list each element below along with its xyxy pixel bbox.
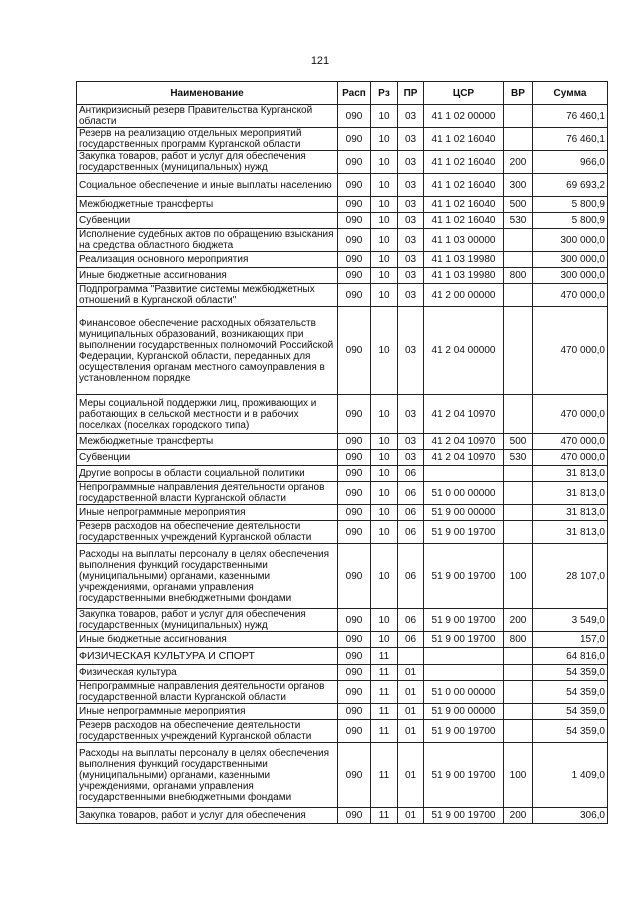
budget-table [76, 81, 608, 824]
cell-vr [504, 648, 533, 665]
table-row [77, 505, 608, 521]
cell-sum: 54 359,0 [533, 704, 608, 720]
cell-pr: 06 [398, 482, 424, 505]
cell-csr: 41 1 02 16040 [424, 174, 504, 197]
cell-name: Антикризисный резерв Правительства Курганской области [77, 105, 338, 128]
cell-vr: 530 [504, 450, 533, 466]
cell-name: Иные бюджетные ассигнования [77, 632, 338, 648]
cell-rz: 11 [371, 665, 398, 681]
cell-pr: 03 [398, 434, 424, 450]
cell-pr: 06 [398, 466, 424, 482]
table-row [77, 307, 608, 395]
cell-sum: 966,0 [533, 151, 608, 174]
cell-rz: 10 [371, 105, 398, 128]
cell-name: Непрограммные направления деятельности органов государственной власти Курганской области [77, 482, 338, 505]
cell-csr: 51 0 00 00000 [424, 681, 504, 704]
cell-rz: 10 [371, 151, 398, 174]
cell-csr: 41 2 04 10970 [424, 450, 504, 466]
table-row [77, 466, 608, 482]
cell-csr: 41 2 04 10970 [424, 395, 504, 434]
cell-vr [504, 681, 533, 704]
cell-sum: 54 359,0 [533, 720, 608, 743]
cell-name: Реализация основного мероприятия [77, 252, 338, 268]
cell-rasp: 090 [338, 632, 371, 648]
table-row [77, 632, 608, 648]
cell-pr: 03 [398, 229, 424, 252]
cell-name: ФИЗИЧЕСКАЯ КУЛЬТУРА И СПОРТ [77, 648, 338, 665]
table-row [77, 434, 608, 450]
cell-rasp: 090 [338, 284, 371, 307]
cell-rasp: 090 [338, 434, 371, 450]
cell-vr [504, 307, 533, 395]
cell-sum: 300 000,0 [533, 229, 608, 252]
table-row [77, 743, 608, 808]
cell-sum: 470 000,0 [533, 307, 608, 395]
cell-pr: 01 [398, 704, 424, 720]
cell-csr: 51 9 00 00000 [424, 505, 504, 521]
cell-sum: 3 549,0 [533, 609, 608, 632]
cell-rasp: 090 [338, 197, 371, 213]
cell-name: Закупка товаров, работ и услуг для обеспечения государственных (муниципальных) нужд [77, 151, 338, 174]
table-row [77, 197, 608, 213]
cell-pr: 06 [398, 544, 424, 609]
cell-csr [424, 648, 504, 665]
cell-sum: 31 813,0 [533, 521, 608, 544]
cell-pr: 01 [398, 808, 424, 824]
cell-pr: 03 [398, 128, 424, 151]
header-name: Наименование [77, 82, 338, 105]
cell-rz: 11 [371, 681, 398, 704]
cell-csr [424, 466, 504, 482]
cell-sum: 31 813,0 [533, 482, 608, 505]
cell-rz: 10 [371, 521, 398, 544]
cell-name: Исполнение судебных актов по обращению взыскания на средства областного бюджета [77, 229, 338, 252]
cell-rz: 10 [371, 229, 398, 252]
cell-pr: 06 [398, 505, 424, 521]
cell-rz: 10 [371, 505, 398, 521]
cell-name: Физическая культура [77, 665, 338, 681]
cell-csr: 51 9 00 19700 [424, 544, 504, 609]
cell-pr: 06 [398, 632, 424, 648]
cell-name: Иные непрограммные мероприятия [77, 704, 338, 720]
cell-csr: 51 9 00 00000 [424, 704, 504, 720]
cell-pr: 03 [398, 151, 424, 174]
cell-name: Резерв на реализацию отдельных мероприятий государственных программ Курганской области [77, 128, 338, 151]
cell-name: Непрограммные направления деятельности органов государственной власти Курганской области [77, 681, 338, 704]
cell-csr: 41 1 02 16040 [424, 128, 504, 151]
cell-rasp: 090 [338, 105, 371, 128]
cell-sum: 64 816,0 [533, 648, 608, 665]
cell-rasp: 090 [338, 252, 371, 268]
table-row [77, 213, 608, 229]
cell-csr: 41 1 02 16040 [424, 213, 504, 229]
cell-pr: 06 [398, 609, 424, 632]
table-row [77, 174, 608, 197]
cell-name: Подпрограмма "Развитие системы межбюджетных отношений в Курганской области" [77, 284, 338, 307]
table-header [77, 82, 608, 105]
cell-rasp: 090 [338, 505, 371, 521]
cell-rz: 10 [371, 395, 398, 434]
cell-pr: 03 [398, 105, 424, 128]
cell-csr: 51 9 00 19700 [424, 521, 504, 544]
table-row [77, 482, 608, 505]
cell-csr: 41 2 04 10970 [424, 434, 504, 450]
cell-rasp: 090 [338, 609, 371, 632]
cell-pr: 03 [398, 307, 424, 395]
cell-rasp: 090 [338, 395, 371, 434]
header-sum: Сумма [533, 82, 608, 105]
cell-sum: 76 460,1 [533, 128, 608, 151]
cell-rz: 11 [371, 704, 398, 720]
table-row [77, 151, 608, 174]
cell-name: Субвенции [77, 450, 338, 466]
cell-csr: 51 9 00 19700 [424, 720, 504, 743]
header-pr: ПР [398, 82, 424, 105]
cell-rz: 10 [371, 268, 398, 284]
cell-rasp: 090 [338, 229, 371, 252]
cell-name: Другие вопросы в области социальной политики [77, 466, 338, 482]
cell-vr: 200 [504, 609, 533, 632]
cell-name: Закупка товаров, работ и услуг для обеспечения [77, 808, 338, 824]
cell-csr: 51 9 00 19700 [424, 632, 504, 648]
cell-vr: 800 [504, 632, 533, 648]
cell-rz: 10 [371, 466, 398, 482]
cell-vr: 800 [504, 268, 533, 284]
cell-rasp: 090 [338, 482, 371, 505]
cell-rz: 11 [371, 743, 398, 808]
cell-name: Закупка товаров, работ и услуг для обеспечения государственных (муниципальных) нужд [77, 609, 338, 632]
cell-csr: 51 9 00 19700 [424, 808, 504, 824]
cell-sum: 54 359,0 [533, 681, 608, 704]
table-row [77, 105, 608, 128]
table-row [77, 128, 608, 151]
cell-rasp: 090 [338, 648, 371, 665]
cell-pr: 03 [398, 197, 424, 213]
cell-rz: 11 [371, 720, 398, 743]
cell-rz: 10 [371, 128, 398, 151]
header-rasp: Расп [338, 82, 371, 105]
cell-rasp: 090 [338, 213, 371, 229]
table-row [77, 395, 608, 434]
cell-sum: 470 000,0 [533, 284, 608, 307]
cell-rz: 10 [371, 450, 398, 466]
cell-rz: 10 [371, 252, 398, 268]
table-row [77, 681, 608, 704]
cell-sum: 5 800,9 [533, 213, 608, 229]
cell-sum: 69 693,2 [533, 174, 608, 197]
cell-rz: 10 [371, 284, 398, 307]
table-row [77, 704, 608, 720]
cell-name: Субвенции [77, 213, 338, 229]
cell-csr: 51 9 00 19700 [424, 609, 504, 632]
cell-vr: 200 [504, 808, 533, 824]
cell-vr [504, 482, 533, 505]
table-row [77, 450, 608, 466]
cell-rasp: 090 [338, 544, 371, 609]
cell-rasp: 090 [338, 307, 371, 395]
cell-sum: 5 800,9 [533, 197, 608, 213]
cell-pr: 03 [398, 395, 424, 434]
cell-csr: 41 1 03 19980 [424, 268, 504, 284]
cell-rasp: 090 [338, 704, 371, 720]
cell-name: Резерв расходов на обеспечение деятельности государственных учреждений Курганской области [77, 720, 338, 743]
cell-name: Социальное обеспечение и иные выплаты населению [77, 174, 338, 197]
cell-name: Межбюджетные трансферты [77, 434, 338, 450]
cell-vr [504, 720, 533, 743]
cell-rz: 11 [371, 648, 398, 665]
cell-rasp: 090 [338, 466, 371, 482]
cell-pr: 01 [398, 720, 424, 743]
cell-vr [504, 128, 533, 151]
table-body [77, 105, 608, 824]
cell-vr: 530 [504, 213, 533, 229]
cell-rz: 10 [371, 197, 398, 213]
cell-csr: 51 0 00 00000 [424, 482, 504, 505]
cell-vr [504, 505, 533, 521]
table-row [77, 648, 608, 665]
cell-csr: 41 1 03 19980 [424, 252, 504, 268]
cell-sum: 470 000,0 [533, 434, 608, 450]
cell-pr: 03 [398, 252, 424, 268]
cell-name: Иные бюджетные ассигнования [77, 268, 338, 284]
cell-sum: 300 000,0 [533, 268, 608, 284]
header-csr: ЦСР [424, 82, 504, 105]
cell-name: Резерв расходов на обеспечение деятельности государственных учреждений Курганской области [77, 521, 338, 544]
cell-rasp: 090 [338, 128, 371, 151]
cell-rasp: 090 [338, 450, 371, 466]
cell-pr: 03 [398, 284, 424, 307]
cell-pr: 01 [398, 743, 424, 808]
cell-rz: 10 [371, 482, 398, 505]
cell-vr: 100 [504, 544, 533, 609]
cell-sum: 470 000,0 [533, 395, 608, 434]
cell-rz: 11 [371, 808, 398, 824]
cell-vr: 100 [504, 743, 533, 808]
cell-rz: 10 [371, 213, 398, 229]
cell-rz: 10 [371, 632, 398, 648]
cell-vr [504, 229, 533, 252]
cell-rz: 10 [371, 174, 398, 197]
cell-rasp: 090 [338, 665, 371, 681]
cell-name: Финансовое обеспечение расходных обязательств муниципальных образований, возникающих при выполнении государственных полномочий Российской Федерации, Курганской области, переданных для осуществления органам местного самоуправления в установленном порядке [77, 307, 338, 395]
cell-csr: 41 1 02 00000 [424, 105, 504, 128]
cell-csr: 41 1 03 00000 [424, 229, 504, 252]
cell-sum: 306,0 [533, 808, 608, 824]
cell-vr [504, 704, 533, 720]
header-vr: ВР [504, 82, 533, 105]
table-row [77, 720, 608, 743]
cell-vr [504, 665, 533, 681]
header-row [77, 82, 608, 105]
cell-vr: 300 [504, 174, 533, 197]
cell-rasp: 090 [338, 521, 371, 544]
cell-csr: 41 1 02 16040 [424, 197, 504, 213]
cell-vr [504, 284, 533, 307]
cell-name: Расходы на выплаты персоналу в целях обеспечения выполнения функций государственными (муниципальными) органами, казенными учреждениями, органами управления государственными внебюджетными фондами [77, 544, 338, 609]
page-number: 121 [310, 55, 330, 67]
table-row [77, 808, 608, 824]
cell-rasp: 090 [338, 174, 371, 197]
table-row [77, 544, 608, 609]
cell-pr: 03 [398, 268, 424, 284]
table-row [77, 229, 608, 252]
cell-rasp: 090 [338, 268, 371, 284]
table-row [77, 521, 608, 544]
cell-rasp: 090 [338, 808, 371, 824]
cell-pr: 03 [398, 213, 424, 229]
cell-sum: 54 359,0 [533, 665, 608, 681]
cell-rz: 10 [371, 544, 398, 609]
cell-rz: 10 [371, 307, 398, 395]
cell-pr: 03 [398, 174, 424, 197]
cell-rasp: 090 [338, 720, 371, 743]
cell-sum: 300 000,0 [533, 252, 608, 268]
cell-csr: 51 9 00 19700 [424, 743, 504, 808]
cell-vr: 500 [504, 197, 533, 213]
cell-rasp: 090 [338, 743, 371, 808]
cell-pr: 03 [398, 450, 424, 466]
cell-rz: 10 [371, 609, 398, 632]
cell-vr: 500 [504, 434, 533, 450]
cell-rasp: 090 [338, 151, 371, 174]
table-row [77, 609, 608, 632]
cell-csr: 41 1 02 16040 [424, 151, 504, 174]
cell-pr: 01 [398, 681, 424, 704]
cell-vr: 200 [504, 151, 533, 174]
cell-sum: 31 813,0 [533, 466, 608, 482]
cell-sum: 470 000,0 [533, 450, 608, 466]
cell-rasp: 090 [338, 681, 371, 704]
table-row [77, 665, 608, 681]
cell-rz: 10 [371, 434, 398, 450]
cell-name: Межбюджетные трансферты [77, 197, 338, 213]
cell-pr [398, 648, 424, 665]
header-rz: Рз [371, 82, 398, 105]
cell-sum: 28 107,0 [533, 544, 608, 609]
cell-vr [504, 395, 533, 434]
cell-sum: 31 813,0 [533, 505, 608, 521]
cell-csr [424, 665, 504, 681]
table-row [77, 284, 608, 307]
cell-csr: 41 2 04 00000 [424, 307, 504, 395]
cell-name: Меры социальной поддержки лиц, проживающих и работающих в сельской местности и в рабочих поселках (поселках городского типа) [77, 395, 338, 434]
cell-sum: 157,0 [533, 632, 608, 648]
cell-name: Расходы на выплаты персоналу в целях обеспечения выполнения функций государственными (муниципальными) органами, казенными учреждениями, органами управления государственными внебюджетными фондами [77, 743, 338, 808]
cell-vr [504, 466, 533, 482]
cell-vr [504, 252, 533, 268]
cell-sum: 1 409,0 [533, 743, 608, 808]
cell-pr: 06 [398, 521, 424, 544]
cell-vr [504, 521, 533, 544]
cell-csr: 41 2 00 00000 [424, 284, 504, 307]
table-row [77, 268, 608, 284]
cell-vr [504, 105, 533, 128]
table-row [77, 252, 608, 268]
cell-pr: 01 [398, 665, 424, 681]
cell-name: Иные непрограммные мероприятия [77, 505, 338, 521]
cell-sum: 76 460,1 [533, 105, 608, 128]
